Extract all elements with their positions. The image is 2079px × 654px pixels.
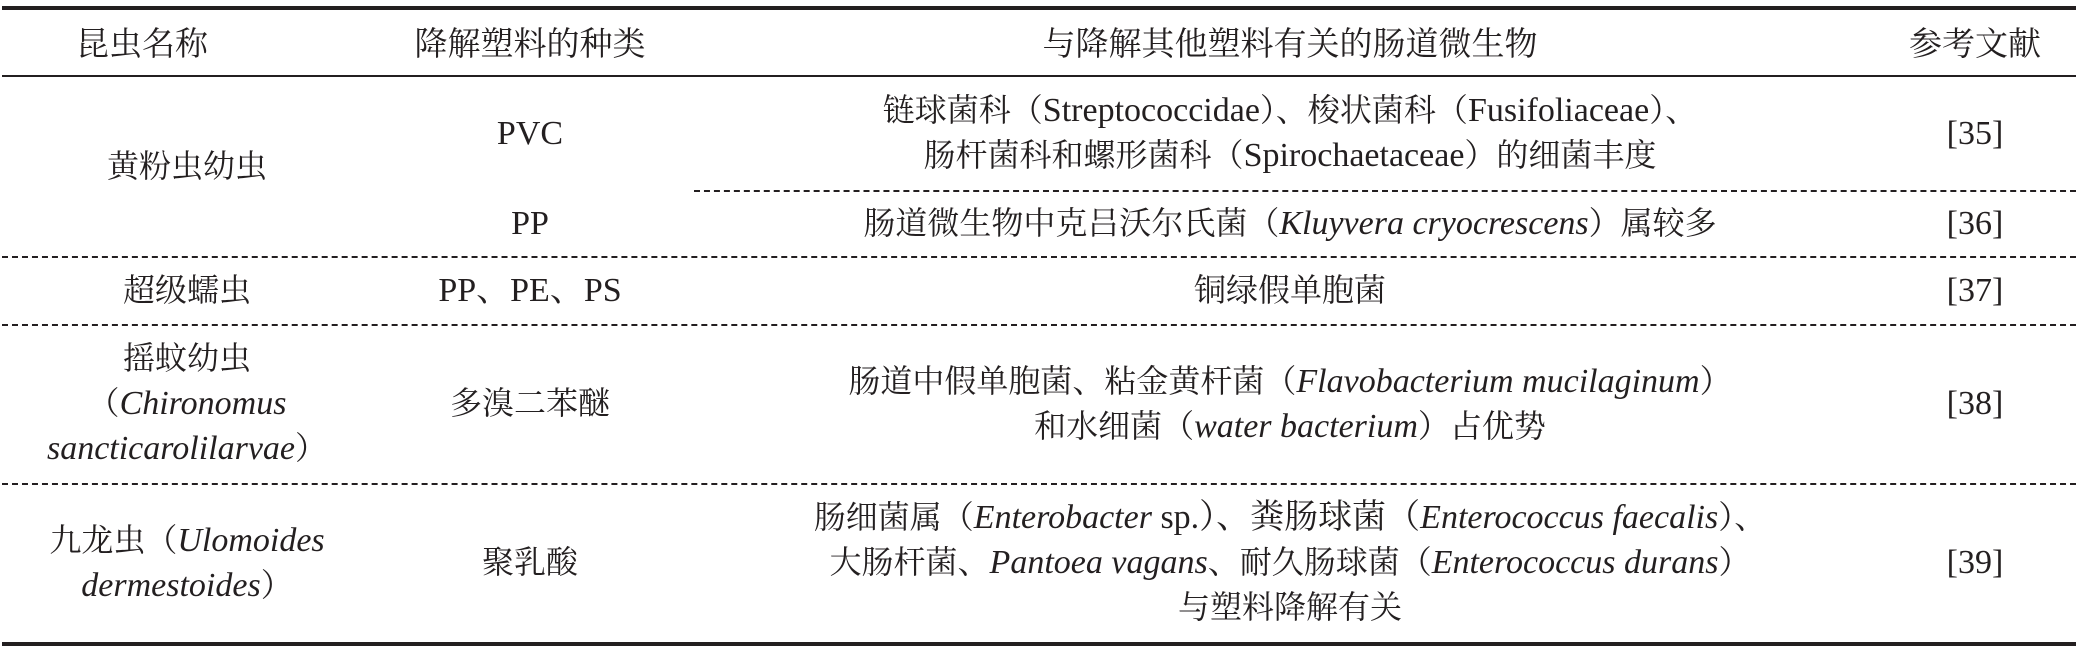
text: 肠道微生物中克吕沃尔氏菌（ [863, 203, 1280, 242]
row1b-microbes [700, 192, 1880, 254]
insect-line [47, 426, 327, 471]
row3-insect [2, 326, 372, 481]
row1a-line2 [924, 133, 1657, 178]
latin-name: Ulomoides [177, 521, 325, 559]
latin-name: water bacterium [1194, 407, 1418, 445]
row4-line3: 与塑料降解有关 [1177, 588, 1402, 626]
row4-plastic-label: 聚乳酸 [481, 543, 578, 581]
row1b-line1 [863, 201, 1716, 246]
row3-ref-label: [38] [1946, 385, 2004, 422]
text: 大肠杆菌、 [829, 543, 990, 581]
row1b-ref [1880, 192, 2070, 254]
text: ） [1718, 543, 1751, 581]
insect-line: 摇蚊幼虫 [122, 339, 251, 377]
row1-insect [2, 78, 372, 254]
top-rule [2, 6, 2076, 10]
row2-ref [1880, 258, 2070, 322]
row3-ref [1880, 326, 2070, 481]
latin-name: dermestoides [81, 566, 261, 604]
row3-microbes [700, 326, 1880, 481]
row2-ref-label: [37] [1946, 271, 2004, 309]
header-insect-label: 昆虫名称 [76, 23, 208, 63]
latin-name: Flavobacterium mucilaginum [1296, 362, 1700, 400]
insect-line [49, 518, 324, 563]
row2-microbes [700, 258, 1880, 322]
text: ）占优势 [1417, 406, 1546, 445]
row3-plastic [430, 326, 630, 481]
text: sp.）、粪肠球菌（ [1151, 499, 1421, 536]
text: 肠杆菌科和螺形菌科（ [923, 136, 1244, 174]
bottom-rule [2, 642, 2076, 646]
latin-name: Fusifoliaceae [1467, 92, 1650, 129]
row1b-plastic [430, 192, 630, 254]
header-insect [2, 12, 282, 74]
text: 和水细菌（ [1034, 406, 1195, 445]
header-ref [1880, 12, 2070, 74]
row4-microbes [700, 485, 1880, 640]
row4-ref [1880, 485, 2070, 640]
text: ）、 [1718, 498, 1767, 536]
text: ）属较多 [1588, 203, 1717, 242]
header-ref-label: 参考文献 [1909, 23, 2041, 63]
row1a-plastic-label: PVC [496, 114, 564, 152]
header-plastic-label: 降解塑料的种类 [414, 23, 646, 63]
text: 肠道中假单胞菌、粘金黄杆菌（ [848, 361, 1297, 400]
text: 、耐久肠球菌（ [1207, 543, 1432, 581]
row3-line2 [1034, 404, 1546, 449]
row1a-ref [1880, 78, 2070, 188]
row1a-ref-label: [35] [1946, 114, 2004, 152]
row1b-ref-label: [36] [1946, 204, 2004, 242]
row2-plastic [430, 258, 630, 322]
latin-name: Chironomus [119, 385, 287, 422]
row1a-line1 [883, 88, 1697, 133]
header-microbes-label: 与降解其他塑料有关的肠道微生物 [1042, 23, 1538, 63]
text: 链球菌科（ [882, 91, 1043, 129]
row2-insect-label: 超级蠕虫 [122, 270, 251, 309]
row1a-plastic [430, 78, 630, 188]
text: 肠细菌属（ [813, 498, 974, 536]
row4-line2 [830, 540, 1751, 585]
header-rule [2, 75, 2076, 77]
row1-insect-label: 黄粉虫幼虫 [106, 146, 267, 185]
latin-name: Spirochaetaceae [1243, 137, 1465, 174]
latin-name: sancticarolilarvae [46, 430, 295, 467]
text: ）、 [1649, 91, 1698, 129]
text: 九龙虫（ [49, 520, 178, 559]
row4-line1 [814, 495, 1766, 540]
header-plastic [414, 12, 646, 74]
row4-ref-label: [39] [1946, 544, 2004, 581]
latin-name: Enterobacter [973, 499, 1152, 536]
row1a-microbes [700, 78, 1880, 188]
text: ）、梭状菌科（ [1259, 91, 1468, 129]
row2-plastic-label: PP、PE、PS [438, 271, 622, 309]
row2-insect [2, 258, 372, 322]
header-microbes [700, 12, 1880, 74]
latin-name: Enterococcus durans [1431, 544, 1719, 581]
row3-plastic-label: 多溴二苯醚 [449, 384, 610, 422]
row4-insect [2, 485, 372, 640]
latin-name: Kluyvera cryocrescens [1279, 204, 1589, 242]
insect-line [88, 381, 287, 426]
text: ） [295, 429, 328, 467]
latin-name: Pantoea vagans [989, 544, 1208, 581]
text: （ [87, 384, 120, 422]
latin-name: Streptococcidae [1042, 92, 1260, 129]
row4-plastic [430, 485, 630, 640]
row1b-plastic-label: PP [511, 204, 549, 242]
text: ） [1699, 361, 1732, 400]
row3-line1 [848, 359, 1731, 404]
insect-line [81, 563, 292, 608]
text: ） [260, 565, 293, 604]
text: ）的细菌丰度 [1464, 136, 1657, 174]
latin-name: Enterococcus faecalis [1420, 499, 1719, 536]
row2-microbes-label: 铜绿假单胞菌 [1193, 270, 1386, 309]
